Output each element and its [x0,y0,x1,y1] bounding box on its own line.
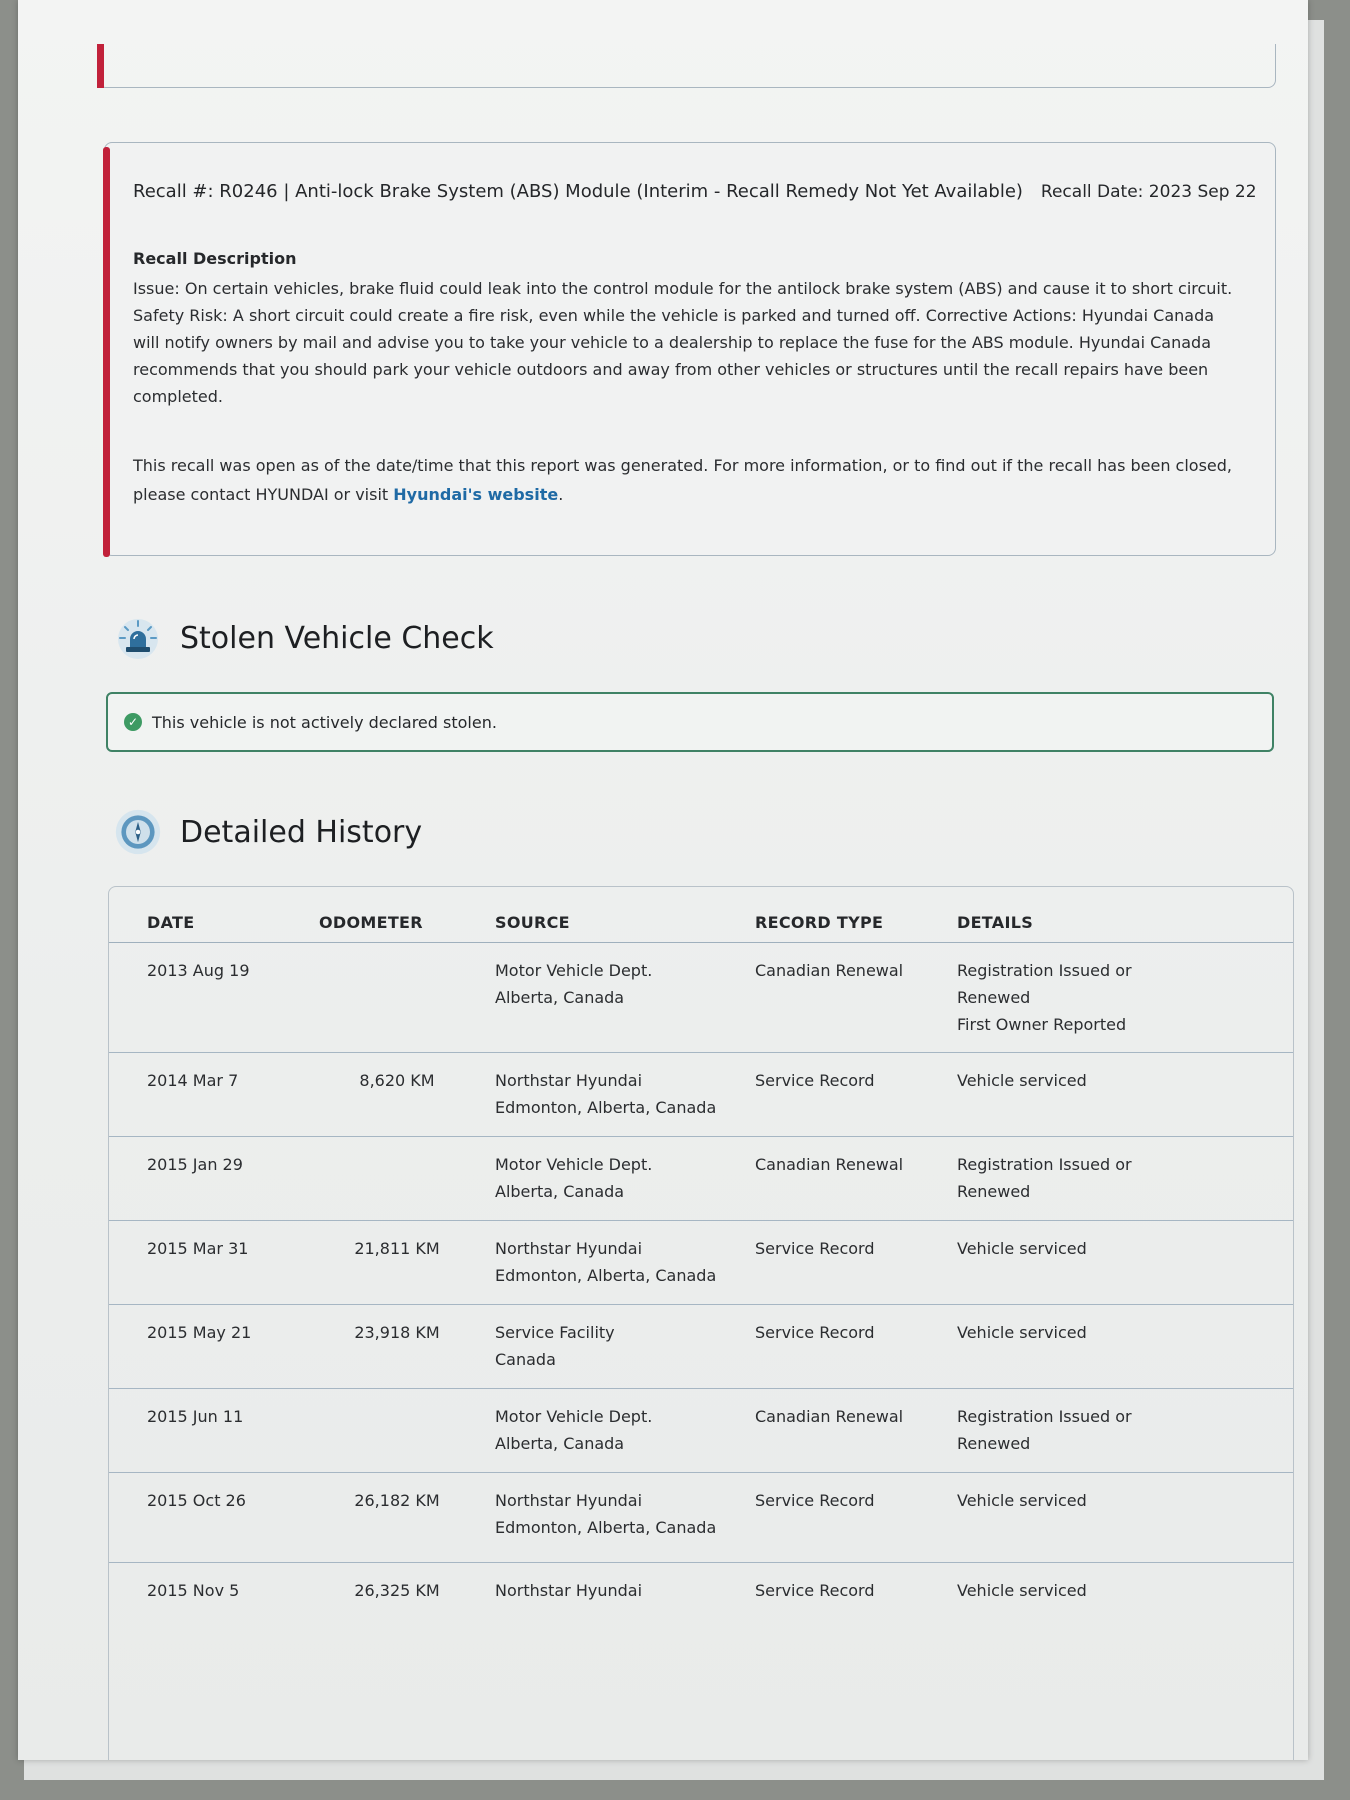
recall-accent-bar [97,44,104,88]
source-line-1: Northstar Hyundai [495,1239,643,1258]
table-row [109,1137,1293,1221]
cell-source [475,1067,741,1121]
details-line-1: Vehicle serviced [957,1071,1087,1090]
history-table [108,886,1294,1760]
source-line-1: Service Facility [495,1323,615,1342]
cell-details [953,1577,1293,1604]
recall-description: Issue: On certain vehicles, brake fluid could leak into the control module for the antilock brake system (ABS) and cause it to short circuit. Safety Risk: A short circuit could create a fire risk, even while the vehicle is parked and turned off. Corrective Actions: Hyundai Canada will notify owners by mail and advise you to take your vehicle to a dealership to replace the fuse for the ABS module. Hyundai Canada recommends that you should park your vehicle outdoors and away from other vehicles or structures until the recall repairs have been completed. [133,279,1233,406]
cell-details [953,1319,1293,1346]
cell-record-type: Canadian Renewal [755,1155,904,1174]
cell-source [475,1577,741,1604]
details-line-1: Registration Issued or [957,961,1132,980]
cell-record-type: Service Record [755,1491,875,1510]
cell-record-type: Canadian Renewal [755,961,904,980]
recall-header [133,181,1257,202]
details-line-3: First Owner Reported [957,1015,1127,1034]
source-line-2: Edmonton, Alberta, Canada [495,1518,717,1537]
recall-accent-bar [103,147,110,557]
stolen-status-box [106,692,1274,752]
source-line-2: Alberta, Canada [495,1182,625,1201]
table-row [109,1389,1293,1473]
recall-date: Recall Date: 2023 Sep 22 [1040,182,1257,202]
cell-odometer: 26,325 KM [354,1581,440,1600]
table-row [109,1563,1293,1653]
recall-title: Recall #: R0246 | Anti-lock Brake System (ABS) Module (Interim - Recall Remedy Not Yet Available) [133,181,1023,202]
stolen-section-title: Stolen Vehicle Check [180,620,494,656]
check-circle-icon: ✓ [124,713,142,731]
cell-source [475,1319,741,1373]
cell-date: 2015 Oct 26 [147,1491,246,1510]
stolen-status-message: This vehicle is not actively declared stolen. [152,712,497,732]
cell-odometer: 21,811 KM [354,1239,440,1258]
cell-date: 2015 Jan 29 [147,1155,243,1174]
cell-details [953,1403,1293,1457]
compass-icon [114,808,162,856]
cell-details [953,1487,1293,1514]
column-header-record-type: RECORD TYPE [755,913,884,932]
source-line-2: Canada [495,1350,556,1369]
cell-details [953,957,1293,1038]
cell-odometer: 26,182 KM [354,1491,440,1510]
source-line-2: Edmonton, Alberta, Canada [495,1098,717,1117]
column-header-date: DATE [147,913,195,932]
hyundai-website-link[interactable]: Hyundai's website [393,485,559,504]
cell-odometer: 23,918 KM [354,1323,440,1342]
details-line-2: Renewed [957,1434,1031,1453]
source-line-2: Alberta, Canada [495,1434,625,1453]
details-line-2: Renewed [957,988,1031,1007]
previous-recall-box-end [98,44,1276,88]
cell-record-type: Service Record [755,1071,875,1090]
source-line-1: Motor Vehicle Dept. [495,961,653,980]
report-page [18,0,1308,1760]
cell-source [475,1151,741,1205]
details-line-1: Vehicle serviced [957,1323,1087,1342]
details-line-1: Vehicle serviced [957,1239,1087,1258]
cell-record-type: Service Record [755,1323,875,1342]
cell-details [953,1235,1293,1262]
cell-record-type: Service Record [755,1581,875,1600]
source-line-2: Alberta, Canada [495,988,625,1007]
cell-date: 2013 Aug 19 [147,961,250,980]
table-row [109,1053,1293,1137]
stolen-section-heading [114,614,494,662]
table-row [109,1305,1293,1389]
recall-note [133,451,1243,509]
column-header-source: SOURCE [495,913,570,932]
column-header-details: DETAILS [957,913,1034,932]
column-header-odometer: ODOMETER [319,913,423,932]
source-line-1: Northstar Hyundai [495,1491,643,1510]
source-line-1: Motor Vehicle Dept. [495,1155,653,1174]
source-line-2: Edmonton, Alberta, Canada [495,1266,717,1285]
details-line-1: Vehicle serviced [957,1491,1087,1510]
source-line-1: Northstar Hyundai [495,1071,643,1090]
cell-date: 2015 Mar 31 [147,1239,249,1258]
cell-date: 2015 May 21 [147,1323,252,1342]
cell-source [475,1403,741,1457]
cell-source [475,1487,741,1541]
siren-icon [114,614,162,662]
source-line-1: Northstar Hyundai [495,1581,643,1600]
cell-date: 2015 Nov 5 [147,1581,240,1600]
cell-source [475,957,741,1011]
cell-odometer: 8,620 KM [359,1071,435,1090]
cell-details [953,1067,1293,1094]
history-section-title: Detailed History [180,814,423,850]
history-section-heading [114,808,422,856]
details-line-1: Registration Issued or [957,1155,1132,1174]
history-table-header [109,887,1293,943]
recall-description-title: Recall Description [133,249,297,268]
cell-date: 2015 Jun 11 [147,1407,244,1426]
table-row [109,1473,1293,1563]
cell-date: 2014 Mar 7 [147,1071,239,1090]
source-line-1: Motor Vehicle Dept. [495,1407,653,1426]
details-line-1: Registration Issued or [957,1407,1132,1426]
recall-note-text: This recall was open as of the date/time that this report was generated. For more information, or to find out if the recall has been closed, please contact HYUNDAI or visit [133,456,1233,504]
recall-note-suffix: . [558,485,564,504]
table-row [109,1221,1293,1305]
cell-source [475,1235,741,1289]
cell-record-type: Service Record [755,1239,875,1258]
details-line-2: Renewed [957,1182,1031,1201]
cell-record-type: Canadian Renewal [755,1407,904,1426]
details-line-1: Vehicle serviced [957,1581,1087,1600]
table-row [109,943,1293,1053]
cell-details [953,1151,1293,1205]
recall-card [104,142,1276,556]
